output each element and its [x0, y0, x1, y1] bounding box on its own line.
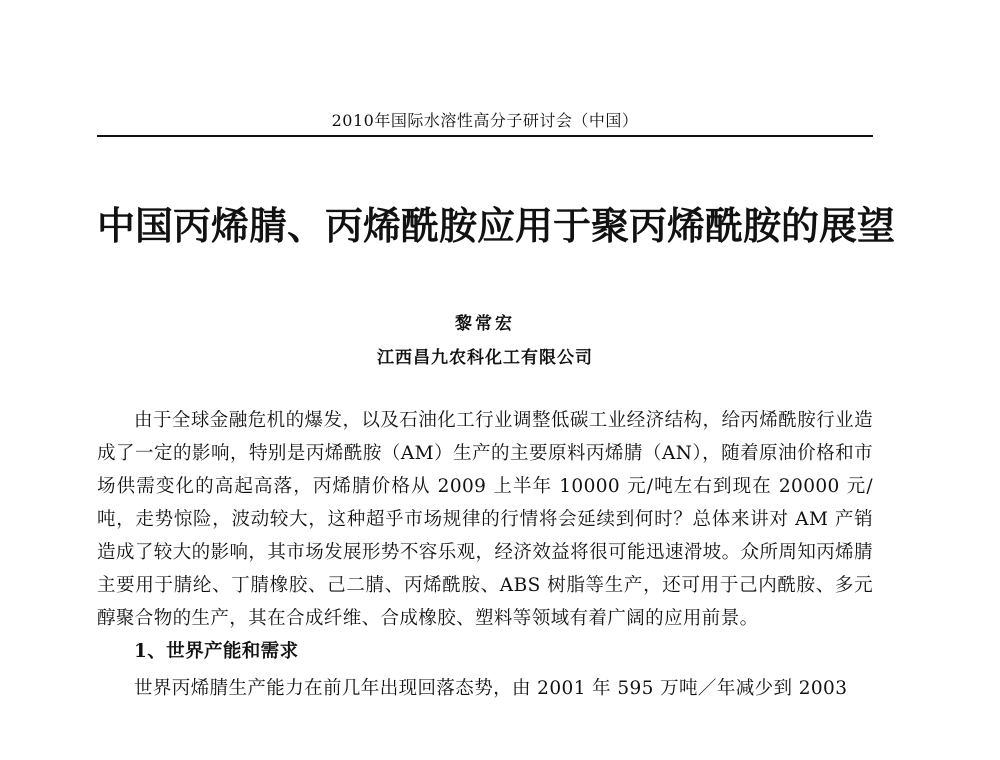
author-name: 黎常宏: [455, 314, 515, 334]
author-affiliation: 江西昌九农科化工有限公司: [377, 348, 593, 368]
body-text: [97, 404, 873, 705]
body-paragraph: 由于全球金融危机的爆发，以及石油化工行业调整低碳工业经济结构，给丙烯酰胺行业造成了一定的影响，特别是丙烯酰胺（AM）生产的主要原料丙烯腈（AN），随着原油价格和市场供需变化的高起高落，丙烯腈价格从 2009 上半年 10000 元/吨左右到现在 20000 元/吨，走势惊险，波动较大，这种超乎市场规律的行情将会延续到何时？总体来讲对 AM 产销造成了较大的影响，其市场发展形势不容乐观，经济效益将很可能迅速滑坡。众所周知丙烯腈主要用于腈纶、丁腈橡胶、己二腈、丙烯酰胺、ABS 树脂等生产，还可用于己内酰胺、多元醇聚合物的生产，其在合成纤维、合成橡胶、塑料等领域有着广阔的应用前景。: [97, 410, 873, 629]
running-header: 2010年国际水溶性高分子研讨会（中国）: [331, 111, 639, 130]
paper-title: 中国丙烯腈、丙烯酰胺应用于聚丙烯酰胺的展望: [97, 203, 896, 248]
header-divider: [97, 135, 873, 137]
section-heading: 1、世界产能和需求: [134, 641, 299, 662]
body-paragraph: 世界丙烯腈生产能力在前几年出现回落态势，由 2001 年 595 万吨／年减少到 2003: [134, 678, 848, 699]
